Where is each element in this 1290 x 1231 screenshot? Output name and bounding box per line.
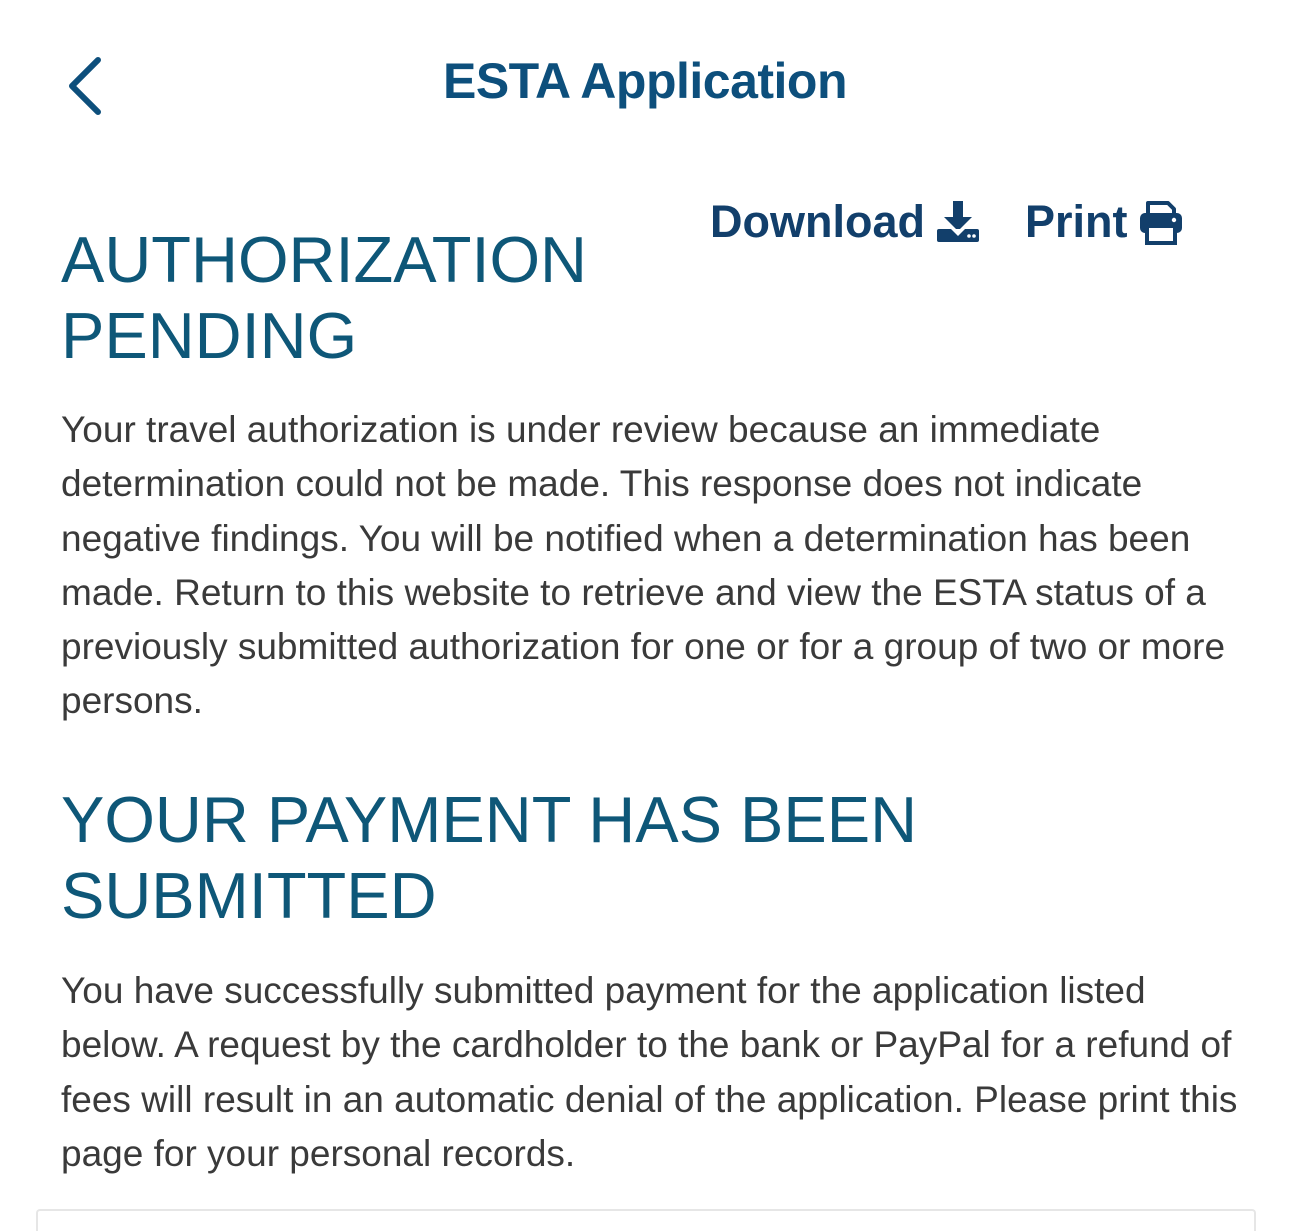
download-label: Download [710,196,925,247]
app-header [0,0,1290,170]
authorization-title-line1: AUTHORIZATION [61,223,587,296]
actions-bar [700,190,1184,254]
payment-title-line1: YOUR PAYMENT HAS BEEN [61,783,918,856]
authorization-status-title [61,222,681,374]
download-icon [935,199,981,245]
page-title: ESTA Application [442,53,848,109]
print-label: Print [1024,196,1128,247]
print-button[interactable] [1025,196,1184,248]
authorization-description: Your travel authorization is under review because an immediate determination could not be made. This response does not indicate negative findings. You will be notified when a determination has been made. Return to this website to retrieve and view the ESTA status of a previously submitted authorization for one or for a group of two or more persons. [61,409,1226,722]
payment-description: You have successfully submitted payment for the application listed below. A request by the cardholder to the bank or PayPal for a refund of fees will result in an automatic denial of the application. Please print this page for your personal records. [61,970,1238,1174]
download-button[interactable] [710,196,981,248]
payment-status-title [61,782,1241,934]
printer-icon [1138,199,1184,245]
application-card [36,1209,1256,1231]
payment-title-line2: SUBMITTED [61,859,437,932]
authorization-title-line2: PENDING [61,299,358,372]
